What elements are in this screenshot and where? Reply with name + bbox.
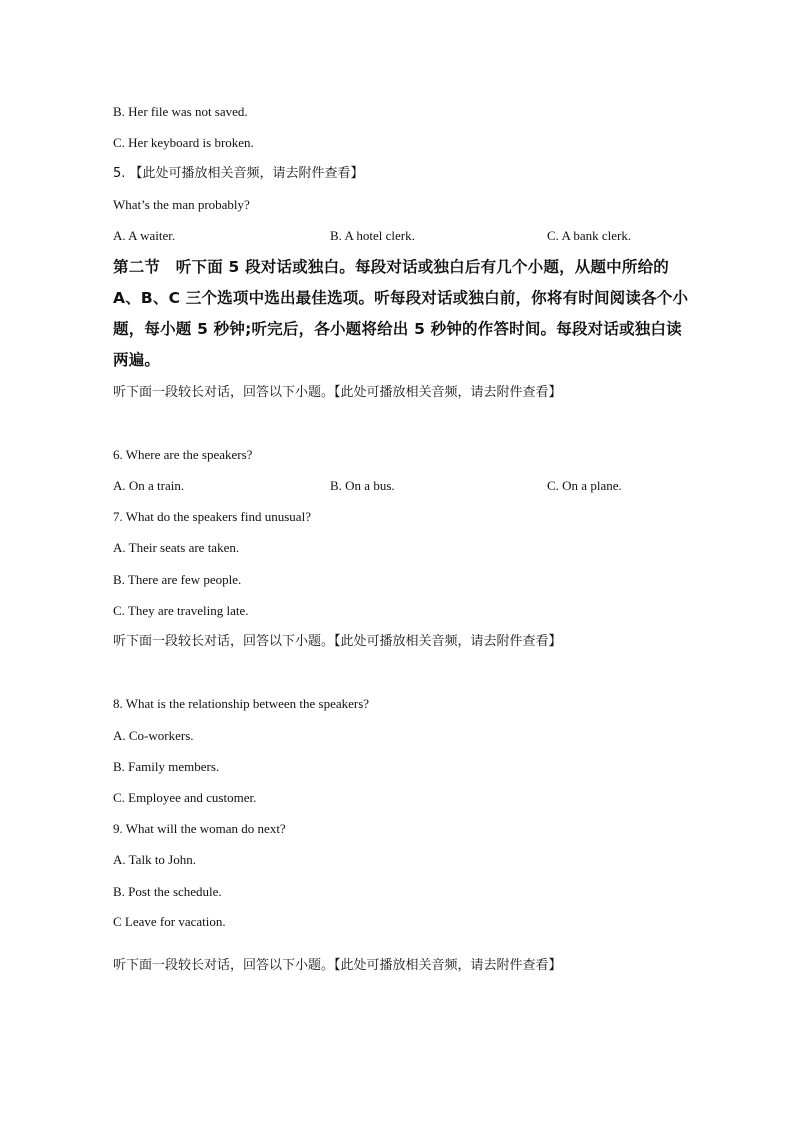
q4-option-c: C. Her keyboard is broken.	[113, 135, 254, 150]
q9-option-c: C Leave for vacation.	[113, 914, 226, 929]
listening-instruction-2: 听下面一段较长对话，回答以下小题。【此处可播放相关音频，请去附件查看】	[113, 634, 562, 649]
q9-option-b: B. Post the schedule.	[113, 884, 222, 899]
q8-option-b: B. Family members.	[113, 759, 220, 774]
q5-audio-label: 5. 【此处可播放相关音频，请去附件查看】	[113, 166, 364, 181]
q5-option-a: A. A waiter.	[113, 228, 176, 243]
q6-option-b: B. On a bus.	[330, 478, 395, 493]
listening-instruction-1: 听下面一段较长对话，回答以下小题。【此处可播放相关音频，请去附件查看】	[113, 385, 562, 400]
q8-option-a: A. Co-workers.	[113, 728, 194, 743]
q7-option-c: C. They are traveling late.	[113, 603, 249, 618]
q5-question: What’s the man probably?	[113, 197, 250, 212]
q6-option-a: A. On a train.	[113, 478, 185, 493]
q9-question: 9. What will the woman do next?	[113, 821, 286, 836]
q5-option-c: C. A bank clerk.	[547, 228, 632, 243]
q7-option-a: A. Their seats are taken.	[113, 540, 240, 555]
q7-question: 7. What do the speakers find unusual?	[113, 509, 311, 524]
q5-option-b: B. A hotel clerk.	[330, 228, 415, 243]
q9-option-a: A. Talk to John.	[113, 852, 196, 867]
q6-question: 6. Where are the speakers?	[113, 447, 253, 462]
q8-question: 8. What is the relationship between the speakers?	[113, 696, 370, 711]
q4-option-b: B. Her file was not saved.	[113, 104, 248, 119]
listening-instruction-3: 听下面一段较长对话，回答以下小题。【此处可播放相关音频，请去附件查看】	[113, 958, 562, 973]
q8-option-c: C. Employee and customer.	[113, 790, 257, 805]
q6-option-c: C. On a plane.	[547, 478, 622, 493]
section2-heading: 第二节 听下面 5 段对话或独白。每段对话或独白后有几个小题，从题中所给的 A、B、C 三个选项中选出最佳选项。听每段对话或独白前，你将有时间阅读各个小题，每小题 5 秒钟;听完后，各小题将给出 5 秒钟的作答时间。每段对话或独白读两遍。	[113, 258, 689, 369]
q7-option-b: B. There are few people.	[113, 572, 242, 587]
